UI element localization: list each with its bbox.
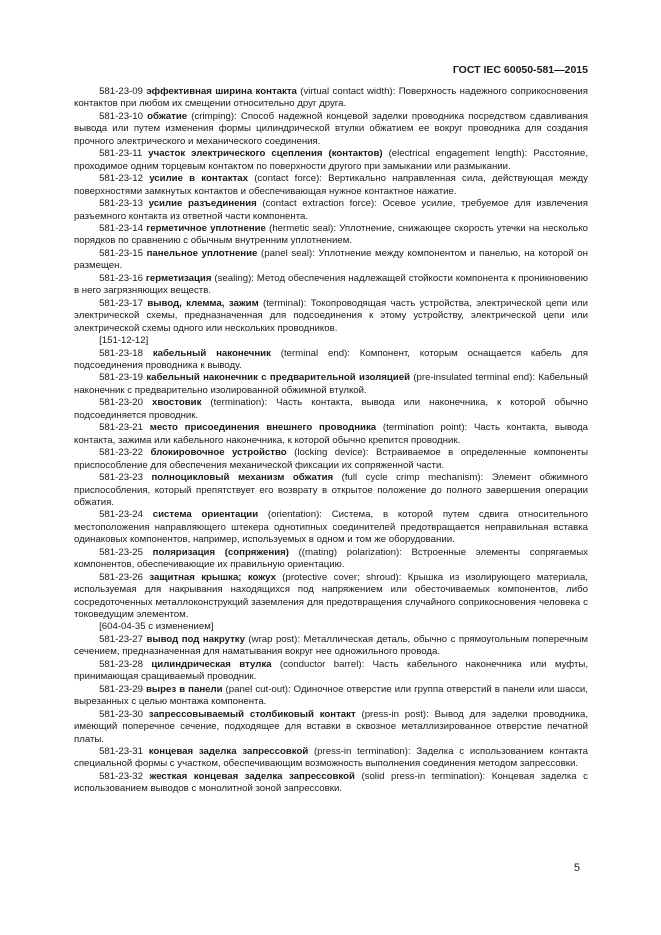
term-entry [74,248,588,273]
term-number: 581-23-29 [99,683,143,695]
term-number: 581-23-24 [99,509,143,521]
term-title: цилиндрическая втулка [151,658,272,670]
term-title: вывод, клемма, зажим [147,297,259,309]
term-title: кабельный наконечник с предварительной изоляцией [146,372,410,384]
term-title: блокировочное устройство [150,447,287,459]
term-entry [74,173,588,198]
term-definition: (terminal end): Компонент, которым оснащается кабель для подсоединения проводника к выводу. [74,347,588,371]
term-number: 581-23-13 [99,198,143,210]
term-definition: (hermetic seal): Уплотнение, снижающее скорость утечки на несколько порядков по сравнению с обычным внутренним уплотнением. [74,222,588,247]
term-definition: (termination point): Часть контакта, вывода контакта, зажима или кабельного наконечника, к которой обычно крепится проводник. [74,422,588,446]
term-entry [74,684,588,709]
term-entry [74,472,588,509]
term-title: кабельный наконечник [152,347,271,359]
term-definition: (panel seal): Уплотнение между компонентом и панелью, на которой он размещен. [74,247,588,272]
source-reference: [604-04-35 с изменением] [99,621,214,633]
term-definition: (orientation): Система, в которой путем сдвига относительного местоположения направляющего штекера однотипных соединителей предотвращается неправильная вставка одинаковых компонентов, например, используемых в одном и том же оборудовании. [74,509,588,546]
document-header [453,64,588,76]
term-entry [74,273,588,298]
term-entry [74,572,588,622]
term-definition: (crimping): Способ надежной концевой заделки проводника посредством сдавливания вывода или путем изменения формы цилиндрической втулки обжатием ее вокруг проводника для создания прочного электрического и механического соединения. [74,110,588,147]
term-entry [74,422,588,447]
term-title: система ориентации [152,509,259,521]
term-definition: (contact extraction force): Осевое усилие, требуемое для извлечения разъемного контакта из ответной части компонента. [74,198,588,222]
term-number: 581-23-14 [99,222,143,234]
term-title: усилие разъединения [148,198,257,210]
term-number: 581-23-09 [99,86,143,97]
term-entry [74,746,588,771]
term-title: полноцикловый механизм обжатия [151,472,334,484]
term-number: 581-23-17 [99,297,143,309]
term-definition: (conductor barrel): Часть кабельного наконечника или муфты, принимающая сращиваемый проводник. [74,658,588,683]
term-number: 581-23-30 [99,708,143,720]
term-entry [74,771,588,796]
term-title: поляризация (сопряжения) [152,546,289,558]
term-definition: (sealing): Метод обеспечения надлежащей стойкости компонента к проникновению в него загрязняющих веществ. [74,272,588,297]
term-entry [74,348,588,373]
term-title: герметичное уплотнение [146,222,266,234]
document-body [74,86,588,796]
term-title: место присоединения внешнего проводника [149,422,377,434]
term-title: усилие в контактах [149,173,248,185]
term-definition: (solid press-in termination): Концевая заделка с использованием выводов с монолитной зоной запрессовки. [74,770,588,795]
term-definition: (terminal): Токопроводящая часть устройства, электрической цепи или электрической схемы, предназначенная для подсоединения к этому устройству, электрической цепи или электрической схемы одного или нескольких проводников. [74,297,588,334]
term-number: 581-23-32 [99,770,143,782]
term-definition: (electrical engagement length): Расстояние, проходимое одним торцевым контактом по поверхности другого при замыкании или размыкании. [74,148,588,172]
term-number: 581-23-18 [99,347,143,359]
term-title: вырез в панели [146,683,223,695]
term-definition: (panel cut-out): Одиночное отверстие или группа отверстий в панели или шасси, вырезанных с целью монтажа компонента. [74,683,588,708]
term-entry [74,372,588,397]
term-title: защитная крышка; кожух [149,571,276,583]
term-entry [74,223,588,248]
term-number: 581-23-31 [99,746,143,758]
term-title: запрессовываемый столбиковый контакт [148,708,356,720]
term-title: обжатие [147,110,188,122]
term-number: 581-23-22 [99,447,143,459]
term-number: 581-23-15 [99,247,143,259]
term-definition: (press-in termination): Заделка с использованием контакта специальной формы с участком, обеспечивающим возможность выполнения соединения методом запрессовки. [74,746,588,770]
term-entry [74,86,588,111]
term-definition: (locking device): Встраиваемое в определенные компоненты приспособление для обеспечения механической фиксации их сопряженной части. [74,447,588,471]
term-definition: (contact force): Вертикально направленная сила, действующая между поверхностями замкнутых контактов и обеспечивающая нужное контактное нажатие. [74,173,588,197]
term-title: хвостовик [152,397,202,409]
term-entry [74,198,588,223]
term-definition: (protective cover; shroud): Крышка из изолирующего материала, используемая для накрывания находящихся под напряжением или обесточиваемых компонентов, либо сосредоточенных металлоконструкций заземления для предотвращения случайного соприкосновения человека с токоведущим элементом. [74,571,588,621]
term-number: 581-23-23 [99,472,143,484]
term-entry [74,509,588,546]
term-entry [74,547,588,572]
term-definition: (press-in post): Вывод для заделки проводника, имеющий поперечное сечение, подходящее для вставки в сквозное металлизированное отверстие печатной платы. [74,708,588,745]
term-entry [74,447,588,472]
term-number: 581-23-21 [99,422,143,434]
term-title: концевая заделка запрессовкой [148,746,309,758]
term-number: 581-23-27 [99,633,143,645]
term-title: жесткая концевая заделка запрессовкой [149,770,355,782]
term-title: эффективная ширина контакта [146,86,297,97]
term-entry [74,709,588,746]
term-entry [74,298,588,335]
term-title: герметизация [145,272,212,284]
term-number: 581-23-11 [99,148,143,160]
term-entry [74,634,588,659]
term-definition: (wrap post): Металлическая деталь, обычно с прямоугольным поперечным сечением, предназначенная для наматывания вокруг нее одножильного провода. [74,633,588,658]
term-number: 581-23-26 [99,571,143,583]
term-entry [74,148,588,173]
term-number: 581-23-19 [99,372,143,384]
term-number: 581-23-10 [99,110,143,122]
term-number: 581-23-20 [99,397,143,409]
term-number: 581-23-25 [99,546,143,558]
source-reference: [151-12-12] [99,335,149,347]
term-definition: (full cycle crimp mechanism): Элемент обжимного приспособления, который препятствует его возврату в открытое положение до полного завершения операции обжатия. [74,472,589,508]
term-entry [74,111,588,148]
term-entry [74,397,588,422]
term-number: 581-23-12 [99,173,143,185]
term-definition: ((mating) polarization): Встроенные элементы сопрягаемых компонентов, обеспечивающие их правильную ориентацию. [74,546,588,571]
term-entry [74,659,588,684]
page-number: 5 [573,862,580,874]
term-definition: (termination): Часть контакта, вывода или наконечника, к которой обычно подсоединяется проводник. [74,397,588,421]
term-definition: (pre-insulated terminal end): Кабельный наконечник с предварительно изолированной обжимной втулкой. [74,372,588,396]
term-title: участок электрического сцепления (контактов) [148,148,383,160]
term-number: 581-23-16 [99,272,143,284]
term-title: панельное уплотнение [146,247,258,259]
term-definition: (virtual contact width): Поверхность надежного соприкосновения контактов при любом их смещении относительно друг друга. [74,86,588,110]
term-number: 581-23-28 [99,658,143,670]
term-title: вывод под накрутку [146,633,245,645]
standard-designation: ГОСТ IEC 60050-581—2015 [452,64,588,76]
